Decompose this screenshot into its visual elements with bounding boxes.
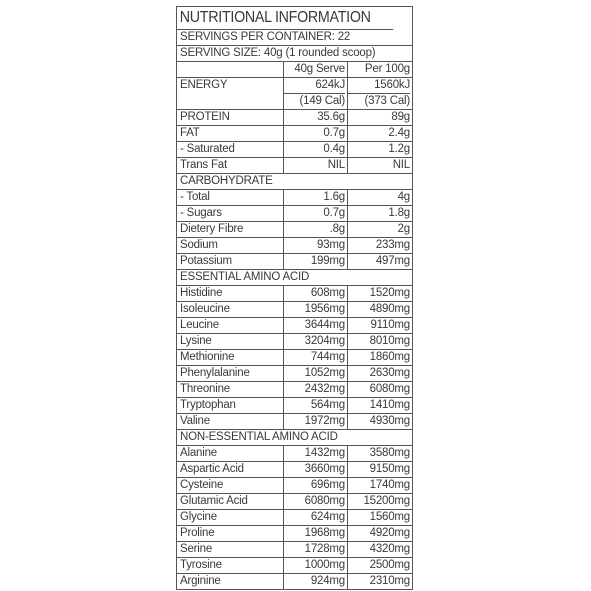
nutrient-serve-value: 0.7g — [284, 206, 348, 221]
nutrient-per100-value: 2.4g — [388, 127, 410, 139]
nutrient-per100-value: 9150mg — [369, 463, 410, 475]
essential-amino-acids — [177, 286, 412, 430]
nutrient-serve-value: NIL — [284, 158, 348, 173]
energy-per100-cal: (373 Cal) — [348, 93, 410, 109]
table-row — [177, 350, 412, 366]
nutrient-per100-value: 1740mg — [369, 479, 410, 491]
non-essential-amino-acids — [177, 446, 412, 589]
main-nutrients — [177, 110, 412, 174]
nutrient-label: PROTEIN — [177, 110, 284, 125]
nutrient-label: Leucine — [177, 318, 284, 333]
nutrient-serve-value: 3660mg — [284, 462, 348, 477]
table-row — [177, 254, 412, 270]
table-row — [177, 478, 412, 494]
column-header-per100: Per 100g — [364, 63, 410, 75]
nutrient-per100-value: 1860mg — [369, 351, 410, 363]
nutrient-per100-value: 8010mg — [369, 335, 410, 347]
nutrient-label: Proline — [177, 526, 284, 541]
table-row — [177, 190, 412, 206]
nutrient-serve-value: 1972mg — [284, 414, 348, 429]
energy-label — [177, 78, 284, 109]
nutrient-serve-value: .8g — [284, 222, 348, 237]
table-row — [177, 334, 412, 350]
nutrient-serve-value: 1968mg — [284, 526, 348, 541]
nutrient-serve-value: 624mg — [284, 510, 348, 525]
table-row — [177, 526, 412, 542]
nutrient-per100-value: 1520mg — [369, 287, 410, 299]
nutrient-per100-value: NIL — [392, 159, 410, 171]
nutrient-per100-value: 4930mg — [369, 415, 410, 427]
nutrient-serve-value: 1432mg — [284, 446, 348, 461]
table-row — [177, 446, 412, 462]
nutrient-serve-value: 924mg — [284, 574, 348, 589]
table-row — [177, 126, 412, 142]
nutrient-serve-value: 1728mg — [284, 542, 348, 557]
nutrient-label: Sodium — [177, 238, 284, 253]
nutrient-serve-value: 35.6g — [284, 110, 348, 125]
energy-serve-kj: 624kJ — [315, 79, 345, 91]
nutrient-per100-value: 233mg — [375, 239, 410, 251]
table-row — [177, 206, 412, 222]
column-header-row — [177, 62, 412, 78]
table-row — [177, 574, 412, 589]
nutrient-serve-value: 3644mg — [284, 318, 348, 333]
nutrient-label: Phenylalanine — [177, 366, 284, 381]
energy-serve-cell — [284, 78, 348, 109]
energy-label-text: ENERGY — [180, 79, 228, 91]
table-row — [177, 222, 412, 238]
nutrient-per100-value: 4320mg — [369, 543, 410, 555]
nutrient-label: Serine — [177, 542, 284, 557]
non-essential-amino-acid-heading: NON-ESSENTIAL AMINO ACID — [177, 430, 412, 446]
essential-amino-acid-heading: ESSENTIAL AMINO ACID — [177, 270, 412, 286]
table-row — [177, 110, 412, 126]
nutrient-serve-value: 93mg — [284, 238, 348, 253]
table-row — [177, 382, 412, 398]
nutrient-label: Arginine — [177, 574, 284, 589]
nutrient-serve-value: 3204mg — [284, 334, 348, 349]
table-row — [177, 302, 412, 318]
table-row — [177, 286, 412, 302]
nutrient-label: Lysine — [177, 334, 284, 349]
nutrient-serve-value: 1.6g — [284, 190, 348, 205]
nutrient-label: Cysteine — [177, 478, 284, 493]
nutrient-per100-value: 9110mg — [370, 319, 410, 331]
nutrient-per100-value: 4g — [397, 191, 410, 203]
nutrient-serve-value: 1052mg — [284, 366, 348, 381]
energy-per100-kj: 1560kJ — [374, 79, 410, 91]
table-row — [177, 318, 412, 334]
energy-serve-cal: (149 Cal) — [284, 93, 345, 109]
nutrient-serve-value: 1956mg — [284, 302, 348, 317]
column-header-label — [177, 62, 284, 77]
nutrient-label: - Saturated — [177, 142, 284, 157]
nutrient-label: Tyrosine — [177, 558, 284, 573]
table-row — [177, 414, 412, 430]
nutrient-per100-value: 497mg — [375, 255, 410, 267]
panel-title: NUTRITIONAL INFORMATION — [177, 7, 393, 30]
nutrient-label: Valine — [177, 414, 284, 429]
nutrient-label: - Sugars — [177, 206, 284, 221]
energy-per100-cell — [348, 78, 412, 109]
column-header-serve: 40g Serve — [284, 62, 348, 77]
servings-per-container: SERVINGS PER CONTAINER: 22 — [177, 30, 412, 46]
table-row — [177, 542, 412, 558]
nutrient-label: Aspartic Acid — [177, 462, 284, 477]
nutrient-label: Dietery Fibre — [177, 222, 284, 237]
nutrient-label: Trans Fat — [177, 158, 284, 173]
nutrient-label: - Total — [177, 190, 284, 205]
nutrient-per100-value: 1.2g — [388, 143, 410, 155]
nutrient-serve-value: 6080mg — [284, 494, 348, 509]
table-row — [177, 398, 412, 414]
nutrient-label: Alanine — [177, 446, 284, 461]
nutrient-per100-value: 1560mg — [369, 511, 410, 523]
energy-row — [177, 78, 412, 110]
table-row — [177, 366, 412, 382]
nutrient-label: Tryptophan — [177, 398, 284, 413]
nutrient-label: Methionine — [177, 350, 284, 365]
table-row — [177, 510, 412, 526]
nutrient-label: FAT — [177, 126, 284, 141]
nutrient-per100-value: 4890mg — [369, 303, 410, 315]
nutrient-per100-value: 6080mg — [369, 383, 410, 395]
nutrient-serve-value: 696mg — [284, 478, 348, 493]
nutrient-label: Glycine — [177, 510, 284, 525]
nutrient-serve-value: 1000mg — [284, 558, 348, 573]
nutrient-serve-value: 2432mg — [284, 382, 348, 397]
nutrient-per100-value: 2630mg — [369, 367, 410, 379]
nutrient-per100-value: 89g — [391, 111, 410, 123]
nutrient-label: Potassium — [177, 254, 284, 269]
nutrient-per100-value: 2310mg — [369, 575, 410, 587]
nutrient-label: Isoleucine — [177, 302, 284, 317]
nutrient-serve-value: 564mg — [284, 398, 348, 413]
nutrient-serve-value: 0.4g — [284, 142, 348, 157]
nutrient-label: Histidine — [177, 286, 284, 301]
nutrient-per100-value: 15200mg — [363, 495, 410, 507]
nutrient-per100-value: 2g — [397, 223, 410, 235]
carbohydrate-heading: CARBOHYDRATE — [177, 174, 412, 190]
nutrient-label: Threonine — [177, 382, 284, 397]
nutrient-per100-value: 3580mg — [369, 447, 410, 459]
serving-size: SERVING SIZE: 40g (1 rounded scoop) — [177, 46, 412, 62]
nutrient-serve-value: 608mg — [284, 286, 348, 301]
table-row — [177, 142, 412, 158]
carbohydrate-nutrients — [177, 190, 412, 270]
nutrient-serve-value: 0.7g — [284, 126, 348, 141]
table-row — [177, 238, 412, 254]
nutrient-per100-value: 2500mg — [369, 559, 410, 571]
nutrient-per100-value: 4920mg — [369, 527, 410, 539]
table-row — [177, 462, 412, 478]
nutrient-serve-value: 199mg — [284, 254, 348, 269]
table-row — [177, 558, 412, 574]
nutrient-per100-value: 1410mg — [369, 399, 410, 411]
nutrient-serve-value: 744mg — [284, 350, 348, 365]
table-row — [177, 158, 412, 174]
nutrition-panel — [176, 6, 413, 590]
nutrient-per100-value: 1.8g — [388, 207, 410, 219]
table-row — [177, 494, 412, 510]
nutrient-label: Glutamic Acid — [177, 494, 284, 509]
